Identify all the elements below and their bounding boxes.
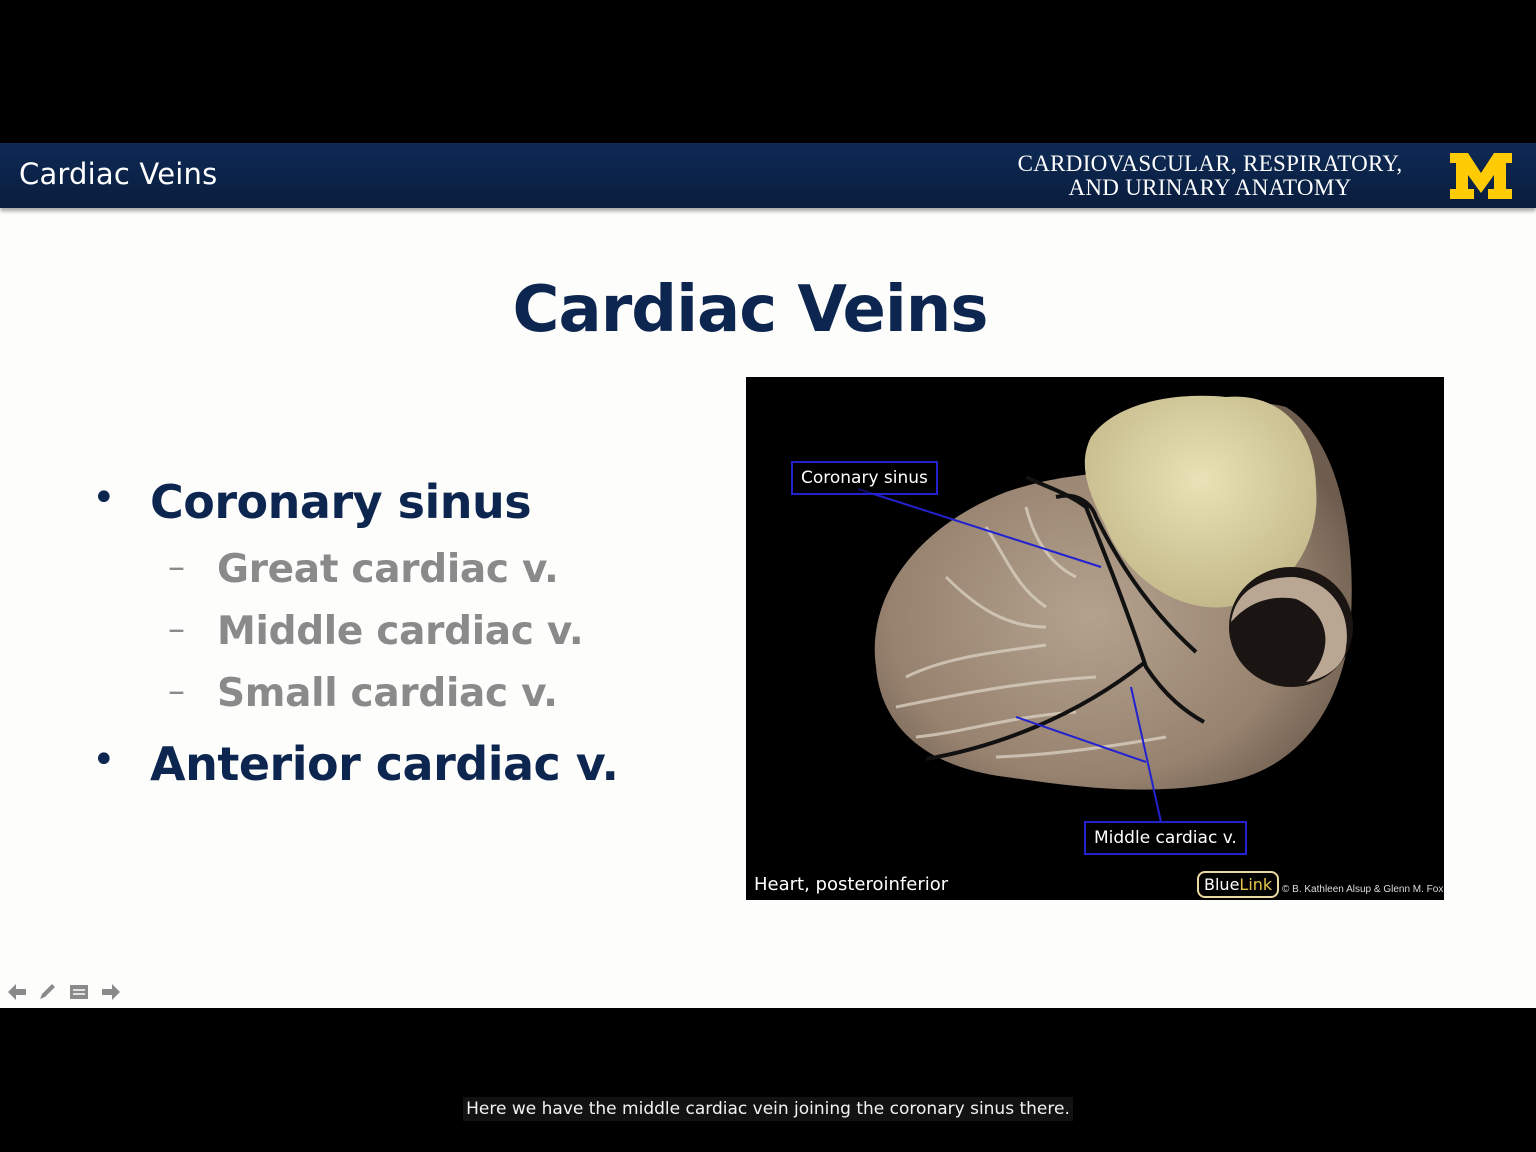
sub-bullet-mark: – <box>168 671 185 711</box>
heart-photo <box>746 377 1444 900</box>
course-title <box>1010 152 1410 200</box>
sub-bullet-text: Middle cardiac v. <box>217 609 584 654</box>
header-title: Cardiac Veins <box>19 157 218 191</box>
sub-bullet-text: Small cardiac v. <box>217 671 558 716</box>
pen-icon[interactable] <box>36 981 58 1003</box>
course-title-line1: CARDIOVASCULAR, RESPIRATORY, <box>1017 151 1403 176</box>
bullet-text: Coronary sinus <box>150 475 532 529</box>
bullet-mark: • <box>92 475 116 521</box>
university-logo-icon <box>1448 151 1514 201</box>
sub-bullet-text: Great cardiac v. <box>217 547 559 592</box>
bullet-mark: • <box>92 737 116 783</box>
slide-title: Cardiac Veins <box>512 273 988 347</box>
sub-bullet-mark: – <box>168 609 185 649</box>
label-middle-cardiac-vein: Middle cardiac v. <box>1084 821 1247 855</box>
bluelink-brand-part2: Link <box>1239 875 1273 894</box>
bluelink-brand-part1: Blue <box>1204 875 1240 894</box>
slide <box>0 143 1536 1008</box>
subtitle-caption <box>0 1097 1536 1121</box>
label-coronary-sinus: Coronary sinus <box>791 461 938 495</box>
header-bar <box>0 143 1536 208</box>
notes-icon[interactable] <box>68 981 90 1003</box>
course-title-line2: AND URINARY ANATOMY <box>1068 175 1352 200</box>
sub-bullet-mark: – <box>168 547 185 587</box>
image-caption: Heart, posteroinferior <box>754 874 949 895</box>
bluelink-badge <box>1197 871 1279 898</box>
subtitle-text: Here we have the middle cardiac vein joining the coronary sinus there. <box>463 1097 1073 1121</box>
arrow-right-icon[interactable] <box>100 981 122 1003</box>
image-credit: © B. Kathleen Alsup & Glenn M. Fox <box>1282 884 1444 895</box>
arrow-left-icon[interactable] <box>6 981 28 1003</box>
bullet-text: Anterior cardiac v. <box>150 737 619 791</box>
